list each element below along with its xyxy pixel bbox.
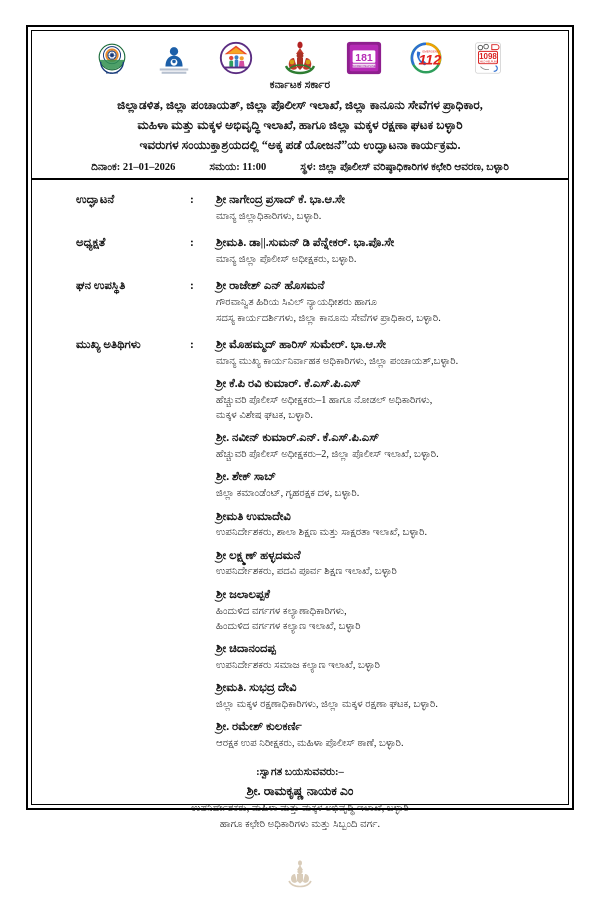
program-row xyxy=(42,278,558,325)
person-name: ಶ್ರೀ ಜಲಾಲಪ್ಪಕೆ xyxy=(216,587,271,601)
svg-text:EMERGENCY: EMERGENCY xyxy=(422,48,441,53)
person-name: ಶ್ರೀಮತಿ ಉಮಾದೇವಿ xyxy=(216,509,291,523)
program-row-label: ಮುಖ್ಯ ಅತಿಥಿಗಳು xyxy=(76,338,141,351)
person-name: ಶ್ರೀ ಚಿದಾನಂದಪ್ಪ xyxy=(216,642,276,656)
person-entry xyxy=(216,680,558,712)
svg-text:WOMEN HELPLINE: WOMEN HELPLINE xyxy=(352,64,376,68)
person-name: ಶ್ರೀಮತಿ. ಸುಭದ್ರ ದೇವಿ xyxy=(216,681,297,695)
person-name: ಶ್ರೀ ನಾಗೇಂದ್ರ ಪ್ರಸಾದ್ ಕೆ. ಭಾ.ಆ.ಸೇ xyxy=(216,193,345,207)
person-designation: ಹೆಚ್ಚುವರಿ ಪೊಲೀಸ್ ಅಧೀಕ್ಷಕರು–2, ಜಿಲ್ಲಾ ಪೊಲೀಸ್ ಇಲಾಖೆ, ಬಳ್ಳಾರಿ. xyxy=(216,449,439,461)
svg-text:CHILD HELPLINE: CHILD HELPLINE xyxy=(478,59,498,63)
person-entry xyxy=(216,430,558,462)
welcome-designation-1: ಉಪನಿರ್ದೇಶಕರು, ಮಹಿಳಾ ಮತ್ತು ಮಕ್ಕಳ ಅಭಿವೃದ್ಧಿ ಇಲಾಖೆ, ಬಳ್ಳಾರಿ xyxy=(191,803,409,815)
document-page xyxy=(26,25,574,831)
time-label: ಸಮಯ: xyxy=(209,162,240,174)
program-row-label: ಅಧ್ಯಕ್ಷತೆ xyxy=(76,237,106,250)
program-row-people xyxy=(216,192,558,224)
person-designation: ಜಿಲ್ಲಾ ಕಮಾಂಡೆಂಟ್, ಗೃಹರಕ್ಷಕ ದಳ, ಬಳ್ಳಾರಿ. xyxy=(216,488,360,500)
svg-text:BALLARI: BALLARI xyxy=(105,70,119,75)
title-line-3: ಇವರುಗಳ ಸಂಯುಕ್ತಾಶ್ರಯದಲ್ಲಿ “ಅಕ್ಕ ಪಡೆ ಯೋಜನೆ”ಯ ಉದ್ಘಾಟನಾ ಕಾರ್ಯಕ್ರಮ. xyxy=(139,137,461,152)
person-name: ಶ್ರೀ. ನವೀನ್ ಕುಮಾರ್.ಎನ್. ಕೆ.ಎಸ್.ಪಿ.ಎಸ್ xyxy=(216,431,380,445)
footer-emblem xyxy=(32,857,568,897)
date-label: ದಿನಾಂಕ: xyxy=(91,162,121,174)
helpline-181-logo xyxy=(344,38,384,78)
program-row xyxy=(42,192,558,224)
title-line-2: ಮಹಿಳಾ ಮತ್ತು ಮಕ್ಕಳ ಅಭಿವೃದ್ಧಿ ಇಲಾಖೆ, ಹಾಗೂ ಜಿಲ್ಲಾ ಮಕ್ಕಳ ರಕ್ಷಣಾ ಘಟಕ ಬಳ್ಳಾರಿ xyxy=(137,117,463,132)
person-entry xyxy=(216,469,558,501)
person-name: ಶ್ರೀ ಲಕ್ಷ್ಮಣ್ ಹಳ್ಳದಮನೆ xyxy=(216,548,301,562)
event-meta-row xyxy=(32,157,568,178)
program-row-people xyxy=(216,235,558,267)
helpline-112-logo xyxy=(406,38,446,78)
person-designation: ಹಿಂದುಳಿದ ವರ್ಗಗಳ ಕಲ್ಯಾಣಾಧಿಕಾರಿಗಳು, xyxy=(216,605,347,617)
program-list xyxy=(32,180,568,751)
karnataka-state-emblem-logo xyxy=(278,36,322,80)
program-row-colon: : xyxy=(190,194,194,207)
person-name: ಶ್ರೀ. ರಮೇಶ್ ಕುಲಕರ್ಣಿ xyxy=(216,720,302,734)
person-entry xyxy=(216,376,558,423)
program-row-colon: : xyxy=(190,338,194,351)
program-row-colon: : xyxy=(190,237,194,250)
venue-value: ಜಿಲ್ಲಾ ಪೊಲೀಸ್ ವರಿಷ್ಠಾಧಿಕಾರಿಗಳ ಕಛೇರಿ ಆವರಣ, ಬಳ್ಳಾರಿ xyxy=(318,162,509,174)
person-designation: ಮಕ್ಕಳ ವಿಶೇಷ ಘಟಕ, ಬಳ್ಳಾರಿ. xyxy=(216,410,313,422)
welcome-designation-2: ಹಾಗೂ ಕಛೇರಿ ಅಧಿಕಾರಿಗಳು ಮತ್ತು ಸಿಬ್ಬಂದಿ ವರ್ಗ. xyxy=(219,819,381,831)
program-row-label: ಉದ್ಘಾಟನೆ xyxy=(76,194,115,207)
ashoka-emblem-logo xyxy=(92,38,132,78)
person-designation: ಗೌರವಾನ್ವಿತ ಹಿರಿಯ ಸಿವಿಲ್ ನ್ಯಾಯಧೀಶರು ಹಾಗೂ xyxy=(216,297,378,309)
document-inner-frame xyxy=(31,30,569,831)
person-entry xyxy=(216,548,558,580)
venue-label: ಸ್ಥಳ: xyxy=(300,162,317,174)
person-designation: ಜಿಲ್ಲಾ ಮಕ್ಕಳ ರಕ್ಷಣಾಧಿಕಾರಿಗಳು, ಜಿಲ್ಲಾ ಮಕ್ಕಳ ರಕ್ಷಣಾ ಘಟಕ, ಬಳ್ಳಾರಿ. xyxy=(216,699,438,711)
person-name: ಶ್ರೀಮತಿ. ಡಾ||.ಸುಮನ್ ಡಿ ಪೆನ್ನೇಕರ್. ಭಾ.ಪೊ.ಸೇ xyxy=(216,236,395,250)
person-designation: ಮಾನ್ಯ ಮುಖ್ಯ ಕಾರ್ಯನಿರ್ವಾಹಕ ಅಧಿಕಾರಿಗಳು, ಜಿಲ್ಲಾ ಪಂಚಾಯತ್,ಬಳ್ಳಾರಿ. xyxy=(216,355,459,367)
person-designation: ಉಪನಿರ್ದೇಶಕರು, ಪದವಿ ಪೂರ್ವ ಶಿಕ್ಷಣ ಇಲಾಖೆ, ಬಳ್ಳಾರಿ xyxy=(216,566,397,578)
program-row xyxy=(42,235,558,267)
person-designation: ಹೆಚ್ಚುವರಿ ಪೊಲೀಸ್ ಅಧೀಕ್ಷಕರು–1 ಹಾಗೂ ನೋಡಲ್ ಅಧಿಕಾರಿಗಳು, xyxy=(216,394,433,406)
svg-text:1098: 1098 xyxy=(479,51,497,61)
child-protection-logo xyxy=(216,38,256,78)
person-designation: ಹಿಂದುಳಿದ ವರ್ಗಗಳ ಕಲ್ಯಾಣ ಇಲಾಖೆ, ಬಳ್ಳಾರಿ xyxy=(216,620,361,632)
person-entry xyxy=(216,235,558,267)
event-venue xyxy=(300,162,509,174)
person-entry xyxy=(216,587,558,634)
person-designation: ಆರಕ್ಷಕ ಉಪ ನಿರೀಕ್ಷಕರು, ಮಹಿಳಾ ಪೊಲೀಸ್ ಠಾಣೆ, ಬಳ್ಳಾರಿ. xyxy=(216,738,404,750)
person-designation: ಸದಸ್ಯ ಕಾರ್ಯದರ್ಶಿಗಳು, ಜಿಲ್ಲಾ ಕಾನೂನು ಸೇವೆಗಳ ಪ್ರಾಧಿಕಾರ, ಬಳ್ಳಾರಿ. xyxy=(216,312,441,324)
welcome-block xyxy=(32,767,568,833)
program-row xyxy=(42,337,558,752)
svg-text:112: 112 xyxy=(418,52,442,69)
person-designation: ಮಾನ್ಯ ಜಿಲ್ಲಾಧಿಕಾರಿಗಳು, ಬಳ್ಳಾರಿ. xyxy=(216,211,322,223)
time-value: 11:00 xyxy=(242,162,267,174)
title-line-1: ಜಿಲ್ಲಾಡಳಿತ, ಜಿಲ್ಲಾ ಪಂಚಾಯತ್, ಜಿಲ್ಲಾ ಪೊಲೀಸ್ ಇಲಾಖೆ, ಜಿಲ್ಲಾ ಕಾನೂನು ಸೇವೆಗಳ ಪ್ರಾಧಿಕಾರ, xyxy=(117,98,483,112)
person-entry xyxy=(216,337,558,369)
event-title xyxy=(32,92,568,157)
program-row-people xyxy=(216,337,558,752)
government-heading: ಕರ್ನಾಟಕ ಸರ್ಕಾರ xyxy=(269,80,331,91)
person-name: ಶ್ರೀ ಕೆ.ಪಿ ರವಿ ಕುಮಾರ್. ಕೆ.ಎಸ್.ಪಿ.ಎಸ್ xyxy=(216,376,361,390)
event-date xyxy=(91,162,175,174)
person-entry xyxy=(216,509,558,541)
svg-text:181: 181 xyxy=(355,52,373,64)
person-name: ಶ್ರೀ. ಶೇಕ್ ಸಾಬ್ xyxy=(216,470,276,484)
program-row-colon: : xyxy=(190,280,194,293)
helpline-1098-logo xyxy=(468,38,508,78)
person-entry xyxy=(216,719,558,751)
person-designation: ಉಪನಿರ್ದೇಶಕರು ಸಮಾಜ ಕಲ್ಯಾಣ ಇಲಾಖೆ, ಬಳ್ಳಾರಿ xyxy=(216,659,380,671)
person-name: ಶ್ರೀ ರಾಜೇಶ್ ಎನ್ ಹೊಸಮನೆ xyxy=(216,279,325,293)
welcome-heading: :ಸ್ವಾಗತ ಬಯಸುವವರು:– xyxy=(256,767,344,779)
person-entry xyxy=(216,192,558,224)
women-child-development-logo xyxy=(154,38,194,78)
logo-row xyxy=(32,31,568,79)
date-value: 21–01–2026 xyxy=(122,162,176,174)
person-name: ಶ್ರೀ ಮೊಹಮ್ಮದ್ ಹಾರಿಸ್ ಸುಮೇರ್. ಭಾ.ಆ.ಸೇ xyxy=(216,337,387,351)
person-designation: ಉಪನಿರ್ದೇಶಕರು, ಶಾಲಾ ಶಿಕ್ಷಣ ಮತ್ತು ಸಾಕ್ಷರತಾ ಇಲಾಖೆ, ಬಳ್ಳಾರಿ. xyxy=(216,527,428,539)
program-row-label: ಘನ ಉಪಸ್ಥಿತಿ xyxy=(76,280,126,293)
program-row-people xyxy=(216,278,558,325)
welcome-person-name: ಶ್ರೀ. ರಾಮಕೃಷ್ಣ ನಾಯಕ ಎಂ xyxy=(246,784,354,799)
event-time xyxy=(209,162,266,174)
person-designation: ಮಾನ್ಯ ಜಿಲ್ಲಾ ಪೊಲೀಸ್ ಅಧೀಕ್ಷಕರು, ಬಳ್ಳಾರಿ. xyxy=(216,254,357,266)
person-entry xyxy=(216,278,558,325)
person-entry xyxy=(216,641,558,673)
